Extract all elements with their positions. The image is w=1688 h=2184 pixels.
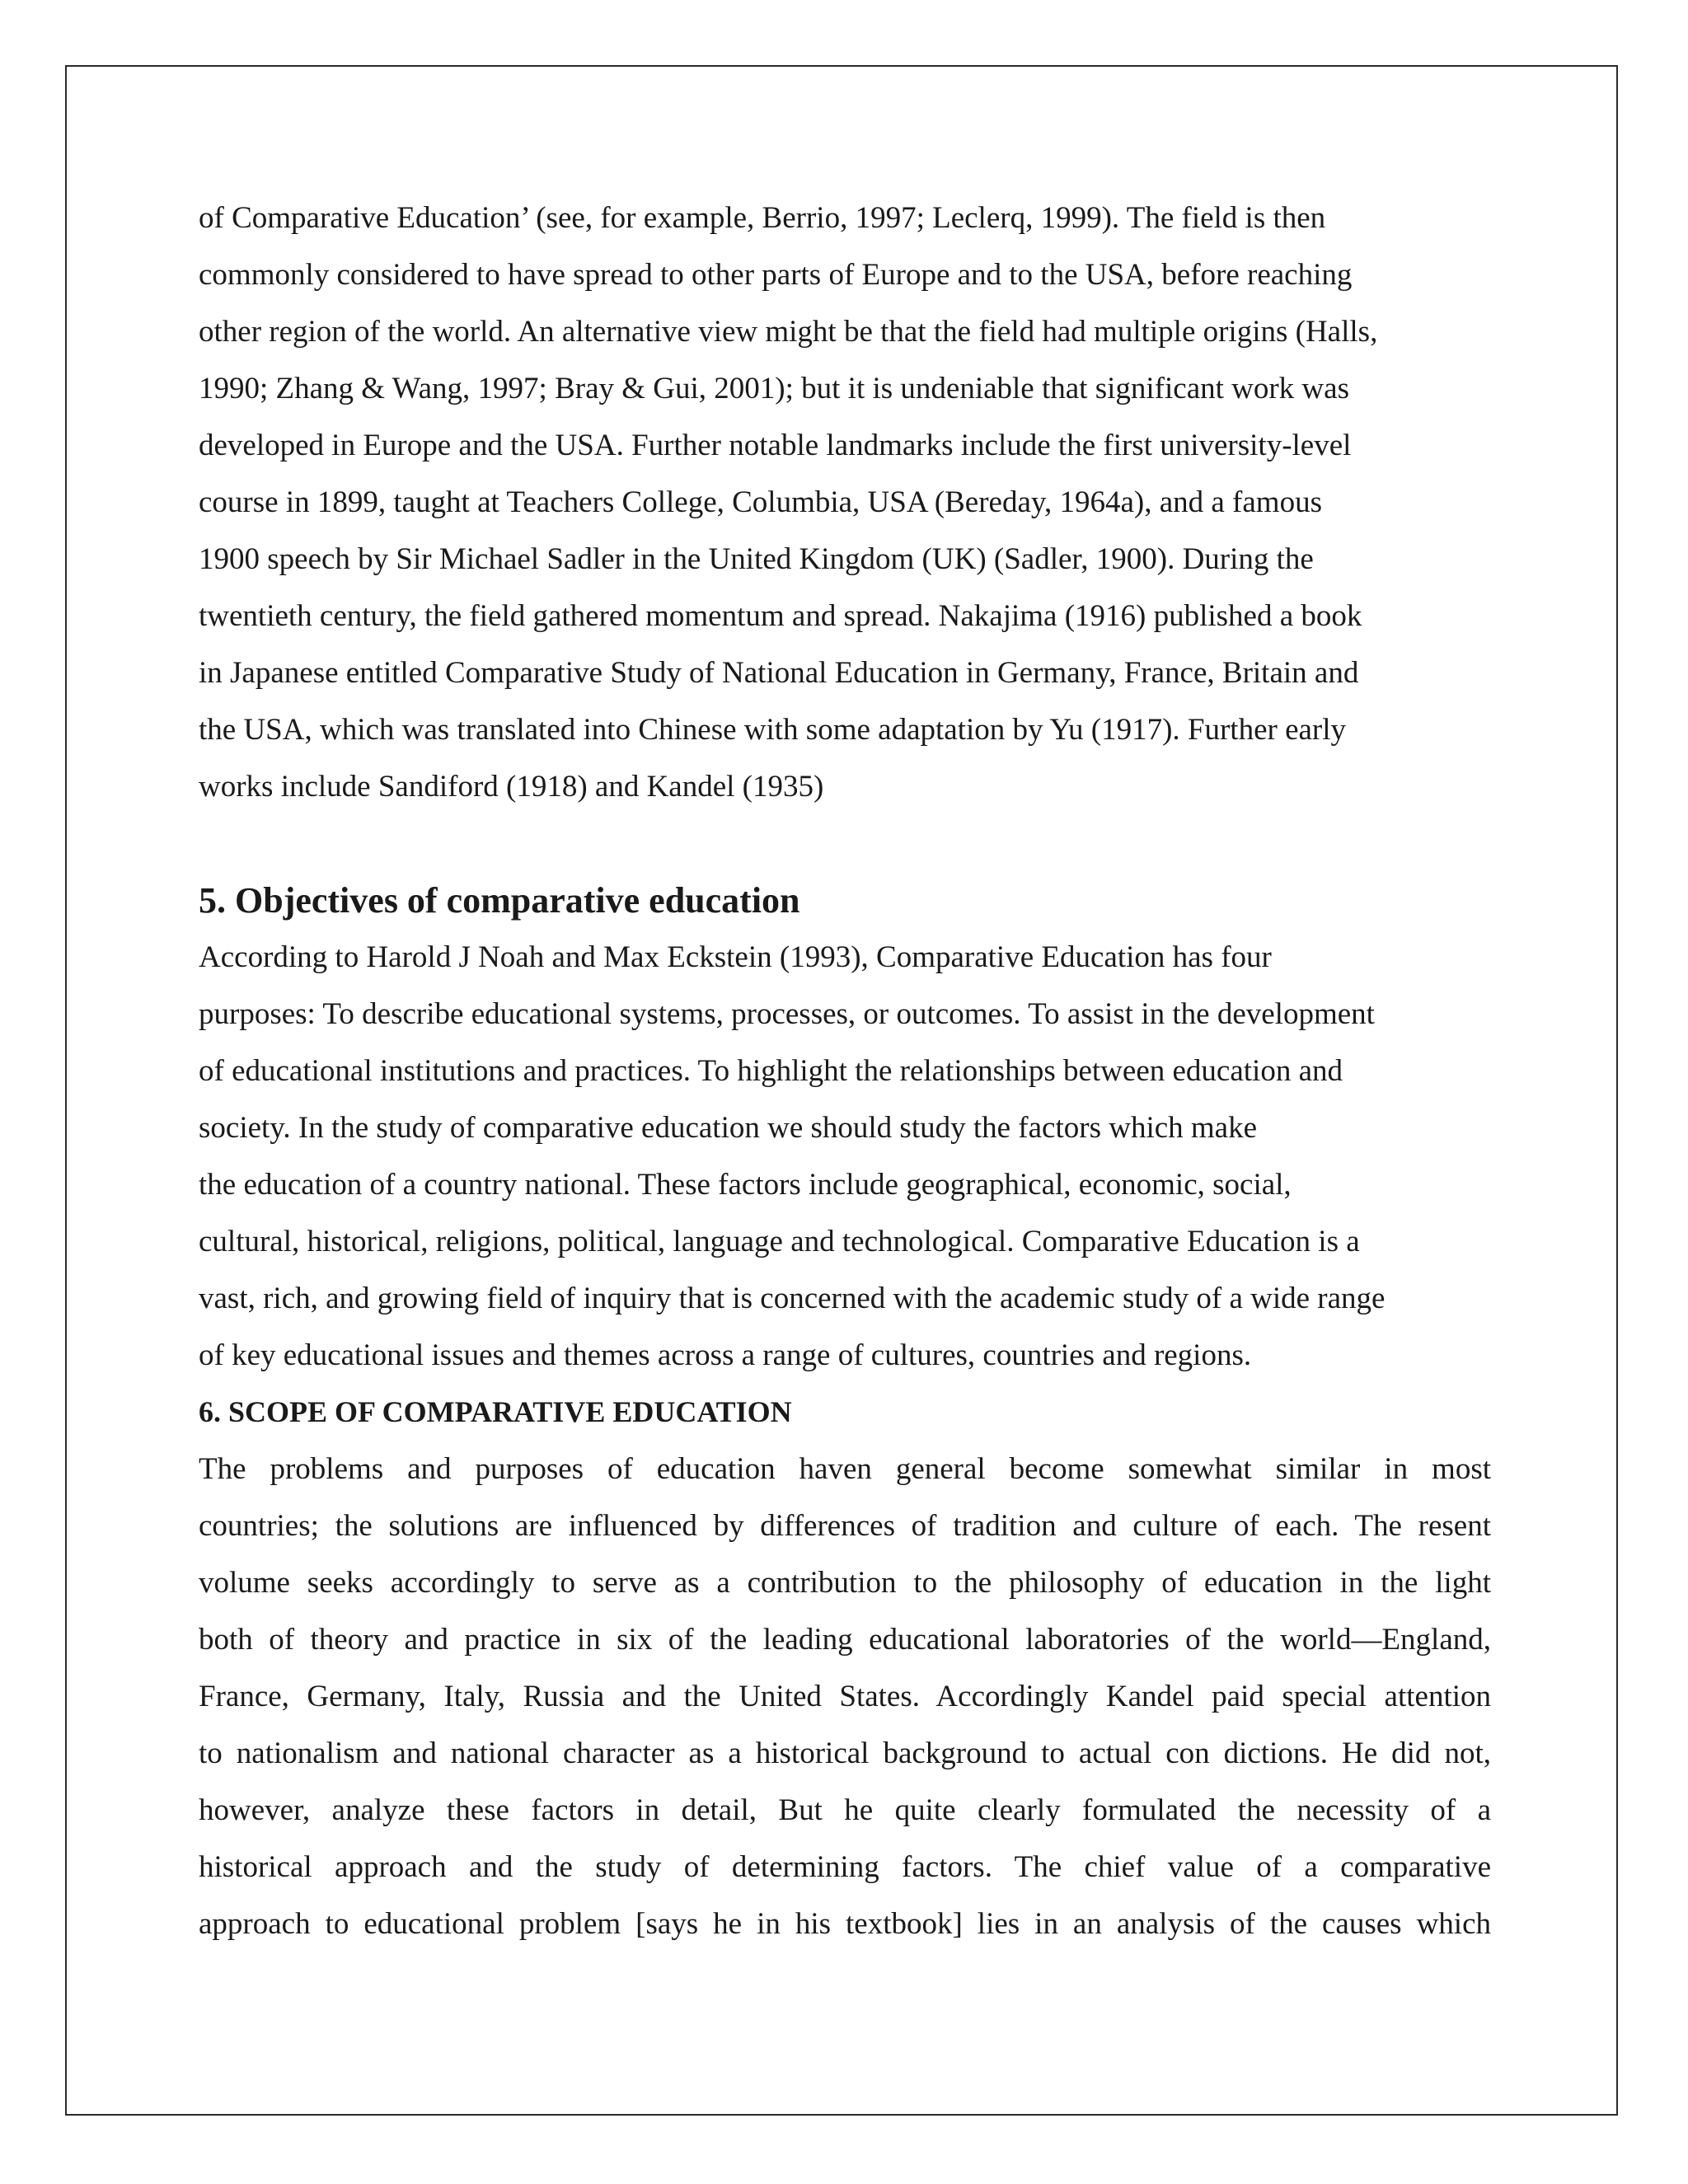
text-line: 1990; Zhang & Wang, 1997; Bray & Gui, 2001); but it is undeniable that significant work was	[199, 372, 1349, 405]
text-line: both of theory and practice in six of the leading educational laboratories of the world—England,	[199, 1623, 1491, 1657]
text-line: historical approach and the study of determining factors. The chief value of a comparative	[199, 1850, 1491, 1884]
paragraph-gap	[199, 815, 1491, 872]
text-line: commonly considered to have spread to other parts of Europe and to the USA, before reaching	[199, 258, 1353, 292]
section-6-heading: 6. SCOPE OF COMPARATIVE EDUCATION	[199, 1395, 792, 1428]
text-line: purposes: To describe educational systems, processes, or outcomes. To assist in the development	[199, 997, 1375, 1031]
text-line: however, analyze these factors in detail, But he quite clearly formulated the necessity of a	[199, 1793, 1491, 1827]
text-line: the USA, which was translated into Chinese with some adaptation by Yu (1917). Further early	[199, 713, 1347, 747]
text-line: The problems and purposes of education haven general become somewhat similar in most	[199, 1452, 1491, 1486]
text-line: of educational institutions and practices. To highlight the relationships between education and	[199, 1054, 1343, 1088]
text-line: society. In the study of comparative education we should study the factors which make	[199, 1111, 1258, 1145]
text-line: cultural, historical, religions, political, language and technological. Comparative Education is a	[199, 1225, 1360, 1258]
text-line: countries; the solutions are influenced by differences of tradition and culture of each. The resent	[199, 1509, 1491, 1543]
section-6-paragraph	[199, 1441, 1491, 1952]
text-line: course in 1899, taught at Teachers College, Columbia, USA (Bereday, 1964a), and a famous	[199, 485, 1322, 519]
text-line: of Comparative Education’ (see, for example, Berrio, 1997; Leclerq, 1999). The field is then	[199, 201, 1326, 235]
text-line: in Japanese entitled Comparative Study of National Education in Germany, France, Britain and	[199, 656, 1359, 690]
text-line: works include Sandiford (1918) and Kandel (1935)	[199, 770, 824, 804]
section-5-heading: 5. Objectives of comparative education	[199, 880, 800, 921]
text-line: of key educational issues and themes across a range of cultures, countries and regions.	[199, 1338, 1252, 1372]
text-line: developed in Europe and the USA. Further notable landmarks include the first university-level	[199, 429, 1352, 462]
text-line: to nationalism and national character as a historical background to actual con dictions. He did not,	[199, 1736, 1491, 1770]
text-line: approach to educational problem [says he in his textbook] lies in an analysis of the causes which	[199, 1907, 1491, 1941]
text-line: volume seeks accordingly to serve as a contribution to the philosophy of education in the light	[199, 1566, 1491, 1600]
document-body	[199, 190, 1491, 1952]
section-5-paragraph	[199, 929, 1491, 1384]
text-line: twentieth century, the field gathered momentum and spread. Nakajima (1916) published a book	[199, 599, 1362, 633]
text-line: vast, rich, and growing field of inquiry that is concerned with the academic study of a wide range	[199, 1282, 1386, 1315]
text-line: the education of a country national. These factors include geographical, economic, social,	[199, 1168, 1292, 1202]
text-line: According to Harold J Noah and Max Eckstein (1993), Comparative Education has four	[199, 940, 1272, 974]
text-line: 1900 speech by Sir Michael Sadler in the United Kingdom (UK) (Sadler, 1900). During the	[199, 542, 1314, 576]
text-line: France, Germany, Italy, Russia and the United States. Accordingly Kandel paid special attention	[199, 1680, 1491, 1713]
text-line: other region of the world. An alternative view might be that the field had multiple origins (Halls,	[199, 315, 1378, 349]
intro-paragraph	[199, 190, 1491, 815]
